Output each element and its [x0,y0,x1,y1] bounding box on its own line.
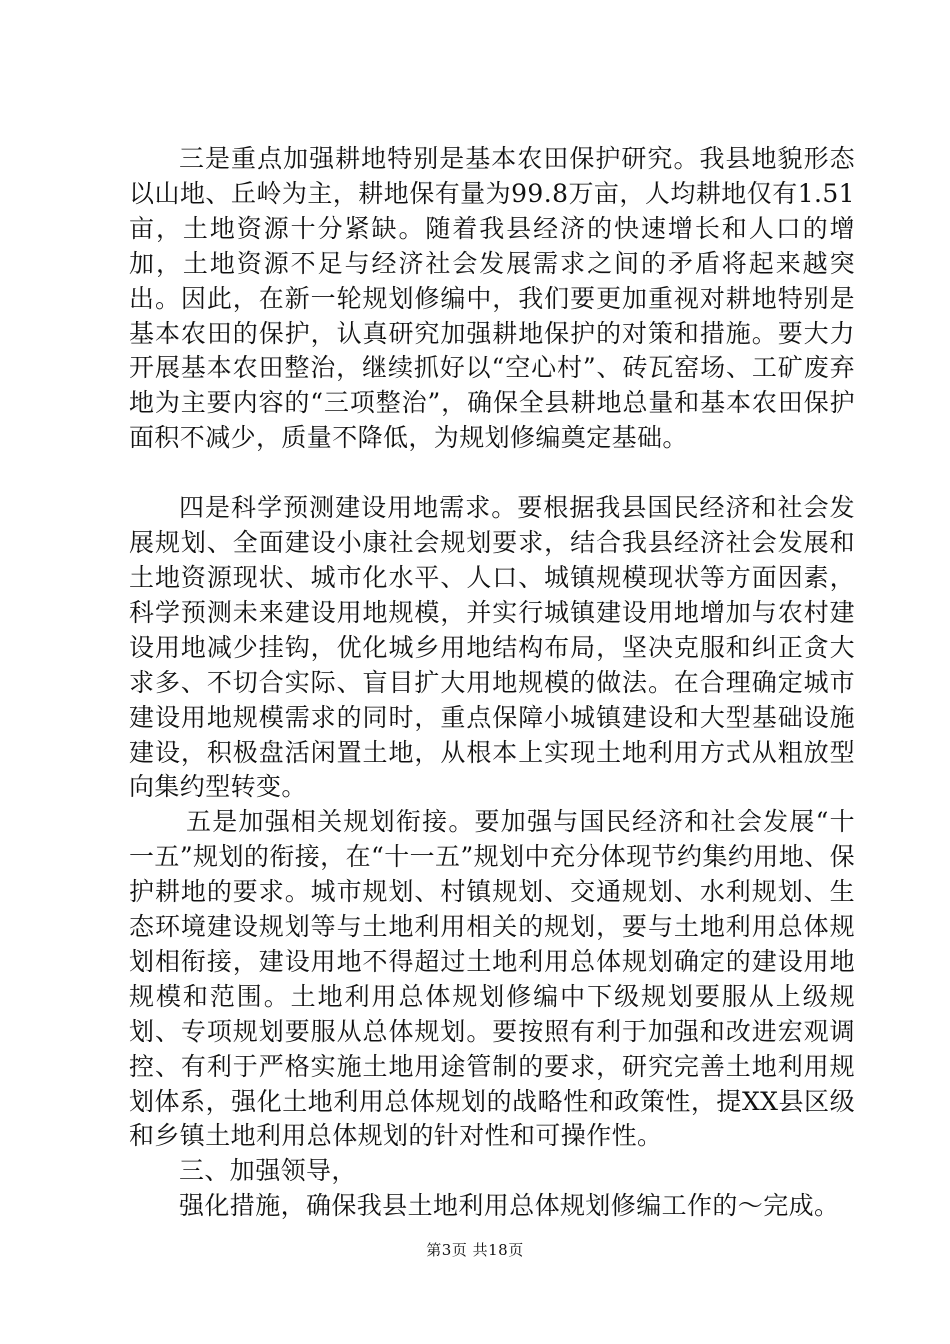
paragraph-land-demand-forecast: 四是科学预测建设用地需求。要根据我县国民经济和社会发展规划、全面建设小康社会规划要求，结合我县经济社会发展和土地资源现状、城市化水平、人口、城镇规模现状等方面因素，科学预测未来建设用地规模，并实行城镇建设用地增加与农村建设用地减少挂钩，优化城乡用地结构布局，坚决克服和纠正贪大求多、不切合实际、盲目扩大用地规模的做法。在合理确定城市建设用地规模需求的同时，重点保障小城镇建设和大型基础设施建设，积极盘活闲置土地，从根本上实现土地利用方式从粗放型向集约型转变。 [129,493,855,802]
section-heading-leadership: 三、加强领导， [179,1156,357,1186]
paragraph-spacer [129,456,855,491]
page-number-footer: 第3页 共18页 [426,1241,524,1259]
document-body [129,142,855,1224]
paragraph-farmland-protection: 三是重点加强耕地特别是基本农田保护研究。我县地貌形态以山地、丘岭为主，耕地保有量为99.8万亩，人均耕地仅有1.51亩，土地资源十分紧缺。随着我县经济的快速增长和人口的增加，土地资源不足与经济社会发展需求之间的矛盾将起来越突出。因此，在新一轮规划修编中，我们要更加重视对耕地特别是基本农田的保护，认真研究加强耕地保护的对策和措施。要大力开展基本农田整治，继续抓好以“空心村”、砖瓦窑场、工矿废弃地为主要内容的“三项整治”，确保全县耕地总量和基本农田保护面积不减少，质量不降低，为规划修编奠定基础。 [129,144,855,453]
paragraph-plan-coordination: 五是加强相关规划衔接。要加强与国民经济和社会发展“十一五”规划的衔接，在“十一五”规划中充分体现节约集约用地、保护耕地的要求。城市规划、村镇规划、交通规划、水利规划、生态环境建设规划等与土地利用相关的规划，要与土地利用总体规划相衔接，建设用地不得超过土地利用总体规划确定的建设用地规模和范围。土地利用总体规划修编中下级规划要服从上级规划、专项规划要服从总体规划。要按照有利于加强和改进宏观调控、有利于严格实施土地用途管制的要求，研究完善土地利用规划体系，强化土地利用总体规划的战略性和政策性，提XX县区级和乡镇土地利用总体规划的针对性和可操作性。 [129,807,855,1151]
paragraph-measures: 强化措施，确保我县土地利用总体规划修编工作的～完成。 [179,1191,840,1221]
